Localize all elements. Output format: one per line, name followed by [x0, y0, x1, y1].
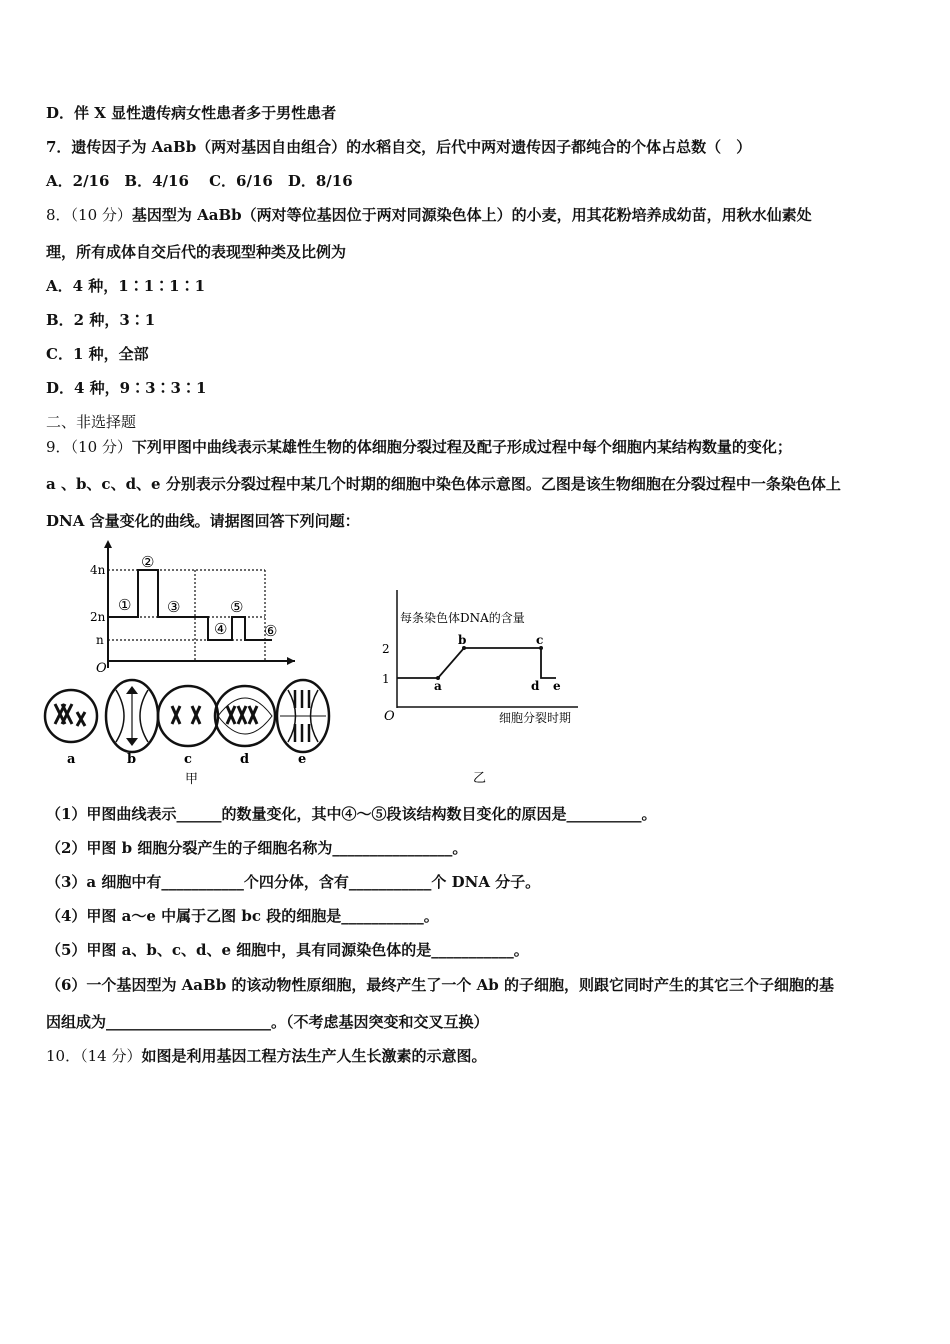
question-9-line1	[46, 437, 792, 457]
jia-seg-4: ④	[214, 620, 228, 638]
question-10	[46, 1046, 486, 1066]
figure-yi	[378, 585, 598, 790]
jia-seg-3: ③	[167, 598, 181, 616]
q9-sub4: （4）甲图 a～e 中属于乙图 bc 段的细胞是___________。	[46, 907, 439, 925]
yi-point-d: d	[531, 679, 540, 693]
yi-point-c: c	[536, 633, 544, 647]
yi-origin: O	[384, 709, 395, 724]
jia-seg-6: ⑥	[264, 622, 278, 640]
yi-title: 每条染色体DNA的含量	[400, 611, 525, 625]
yi-curve	[397, 648, 556, 678]
figure-jia	[40, 540, 350, 790]
question-8-option-d: D．4 种，9∶3∶3∶1	[46, 379, 207, 397]
figure-yi-caption: 乙	[473, 771, 487, 786]
option-d-q6: D．伴 X 显性遗传病女性患者多于男性患者	[46, 104, 337, 122]
figure-jia-caption: 甲	[185, 772, 199, 787]
question-8-line1	[46, 205, 812, 225]
cell-c-diagram	[158, 686, 218, 746]
q9-sub1: （1）甲图曲线表示______的数量变化，其中④～⑤段该结构数目变化的原因是__________。	[46, 805, 657, 823]
jia-label-n: n	[96, 633, 104, 647]
yi-tick-1: 1	[382, 672, 390, 686]
yi-point-a: a	[434, 679, 442, 693]
yi-tick-2: 2	[382, 642, 390, 656]
question-9-number: 9．（10 分）	[46, 438, 132, 456]
jia-seg-1: ①	[118, 596, 132, 614]
jia-label-4n: 4n	[90, 563, 106, 577]
question-8-option-b: B．2 种，3∶1	[46, 311, 156, 329]
yi-xlabel: 细胞分裂时期	[499, 711, 572, 725]
question-8-option-a: A．4 种，1∶1∶1∶1	[46, 277, 206, 295]
question-7: 7．遗传因子为 AaBb（两对基因自由组合）的水稻自交，后代中两对遗传因子都纯合的个体占总数（ ）	[46, 138, 752, 156]
q9-sub6-line1: （6）一个基因型为 AaBb 的该动物性原细胞，最终产生了一个 Ab 的子细胞，则跟它同时产生的其它三个子细胞的基	[46, 976, 834, 994]
question-8-number: 8．（10 分）	[46, 206, 132, 224]
q9-sub6-line2: 因组成为______________________。（不考虑基因突变和交叉互换）	[46, 1013, 489, 1031]
q9-sub3: （3）a 细胞中有___________个四分体，含有___________个 DNA 分子。	[46, 873, 541, 891]
question-8-option-c: C．1 种，全部	[46, 345, 149, 363]
jia-label-2n: 2n	[90, 610, 106, 624]
cell-label-e: e	[298, 752, 307, 767]
cell-label-d: d	[240, 752, 250, 767]
yi-point-e: e	[553, 679, 561, 693]
question-9-line2: a 、b、c、d、e 分别表示分裂过程中某几个时期的细胞中染色体示意图。乙图是该生物细胞在分裂过程中一条染色体上	[46, 475, 841, 493]
q9-sub5: （5）甲图 a、b、c、d、e 细胞中，具有同源染色体的是___________。	[46, 941, 529, 959]
cell-e-diagram	[277, 680, 329, 752]
cell-label-a: a	[67, 752, 76, 767]
section-heading: 二、非选择题	[46, 413, 137, 431]
jia-seg-2: ②	[141, 553, 155, 571]
question-10-number: 10．（14 分）	[46, 1047, 142, 1065]
jia-seg-5: ⑤	[230, 598, 244, 616]
question-8-line2: 理，所有成体自交后代的表现型种类及比例为	[46, 243, 347, 261]
jia-origin: O	[96, 661, 107, 676]
cell-b-diagram	[106, 680, 158, 752]
question-7-options: A．2/16 B．4/16 C．6/16 D．8/16	[46, 172, 353, 190]
yi-point-b: b	[458, 633, 467, 647]
question-9-text: 下列甲图中曲线表示某雄性生物的体细胞分裂过程及配子形成过程中每个细胞内某结构数量的变化；	[131, 438, 792, 456]
question-10-text: 如图是利用基因工程方法生产人生长激素的示意图。	[141, 1047, 487, 1065]
question-8-text: 基因型为 AaBb（两对等位基因位于两对同源染色体上）的小麦，用其花粉培养成幼苗，用秋水仙素处	[131, 206, 812, 224]
jia-curve	[108, 570, 272, 640]
question-9-line3: DNA 含量变化的曲线。请据图回答下列问题：	[46, 512, 360, 530]
cell-d-diagram	[215, 686, 275, 746]
cell-label-c: c	[184, 752, 192, 767]
q9-sub2: （2）甲图 b 细胞分裂产生的子细胞名称为________________。	[46, 839, 468, 857]
cell-a-diagram	[45, 690, 97, 742]
cell-label-b: b	[127, 752, 137, 767]
